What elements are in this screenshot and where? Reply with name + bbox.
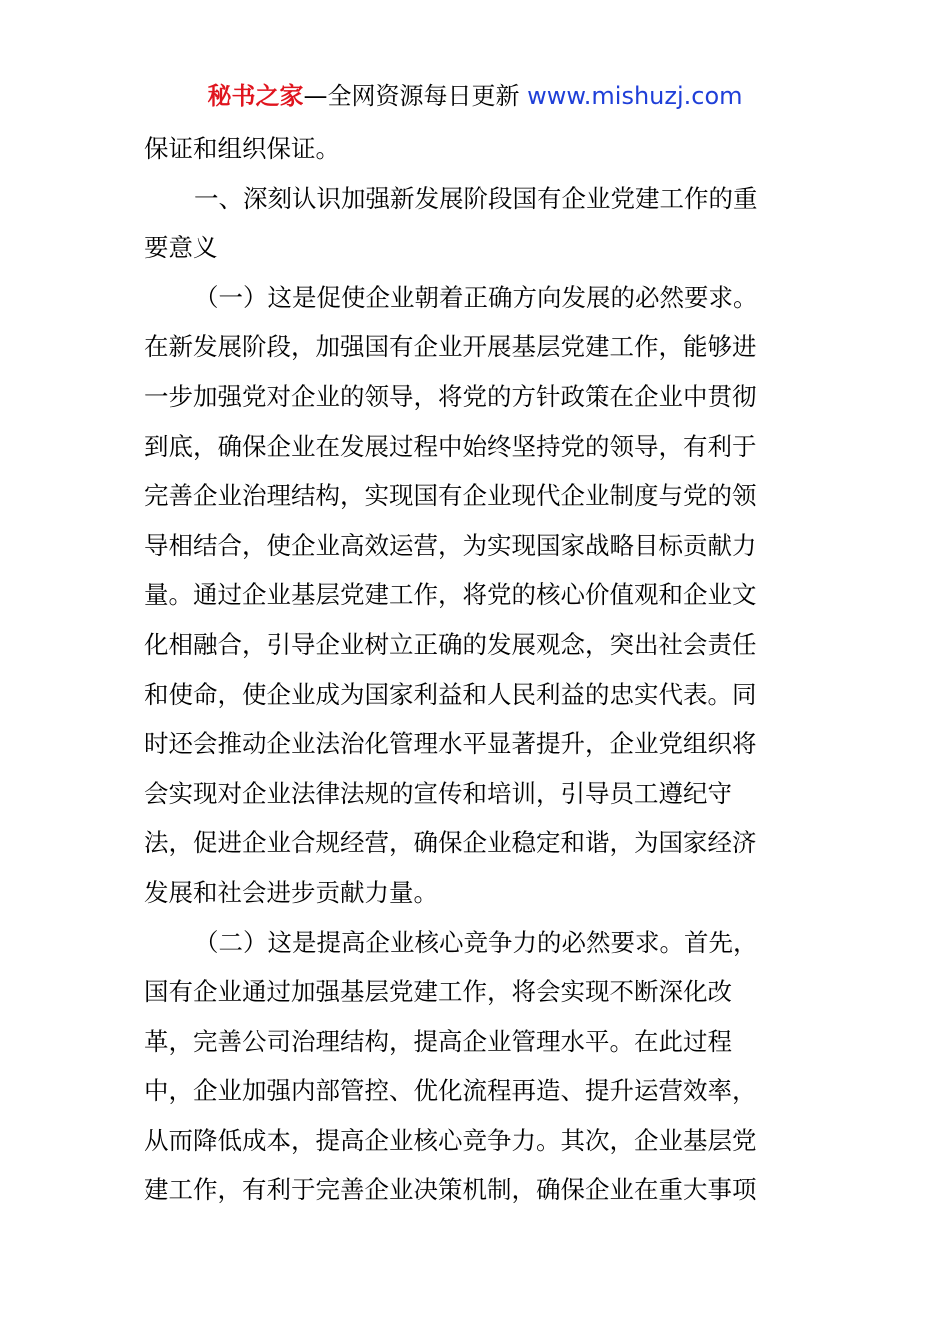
brand-name: 秘书之家: [207, 82, 304, 110]
text-line: 保证和组织保证。: [144, 134, 340, 163]
subsection-heading-line: （一）这是促使企业朝着正确方向发展的必然要求。: [194, 282, 758, 312]
text-line: 法，促进企业合规经营，确保企业稳定和谐，为国家经济: [144, 828, 757, 858]
text-line: 量。通过企业基层党建工作，将党的核心价值观和企业文: [144, 580, 757, 610]
text-line: 建工作，有利于完善企业决策机制，确保企业在重大事项: [144, 1175, 757, 1205]
text-line: 导相结合，使企业高效运营，为实现国家战略目标贡献力: [144, 530, 757, 560]
text-line: 和使命，使企业成为国家利益和人民利益的忠实代表。同: [144, 679, 757, 709]
document-body: [144, 124, 806, 1215]
text-line: 从而降低成本，提高企业核心竞争力。其次，企业基层党: [144, 1125, 757, 1155]
site-url-link[interactable]: www.mishuzj.com: [527, 82, 743, 110]
header-slogan: —全网资源每日更新: [303, 82, 528, 110]
text-line: 一步加强党对企业的领导，将党的方针政策在企业中贯彻: [144, 381, 757, 411]
text-line: 发展和社会进步贡献力量。: [144, 877, 438, 907]
text-line: 时还会推动企业法治化管理水平显著提升，企业党组织将: [144, 729, 757, 759]
text-line: 在新发展阶段，加强国有企业开展基层党建工作，能够进: [144, 332, 757, 362]
subsection-heading-line: （二）这是提高企业核心竞争力的必然要求。首先，: [194, 927, 758, 957]
text-line: 到底，确保企业在发展过程中始终坚持党的领导，有利于: [144, 431, 757, 461]
text-line: 化相融合，引导企业树立正确的发展观念，突出社会责任: [144, 629, 757, 659]
section-heading-line: 要意义: [144, 233, 218, 263]
text-line: 完善企业治理结构，实现国有企业现代企业制度与党的领: [144, 481, 757, 511]
text-line: 会实现对企业法律法规的宣传和培训，引导员工遵纪守: [144, 778, 732, 808]
text-line: 中，企业加强内部管控、优化流程再造、提升运营效率，: [144, 1076, 757, 1106]
text-line: 革，完善公司治理结构，提高企业管理水平。在此过程: [144, 1026, 732, 1056]
section-heading-line: 一、深刻认识加强新发展阶段国有企业党建工作的重: [194, 183, 758, 213]
text-line: 国有企业通过加强基层党建工作，将会实现不断深化改: [144, 977, 732, 1007]
site-header: [0, 80, 950, 112]
